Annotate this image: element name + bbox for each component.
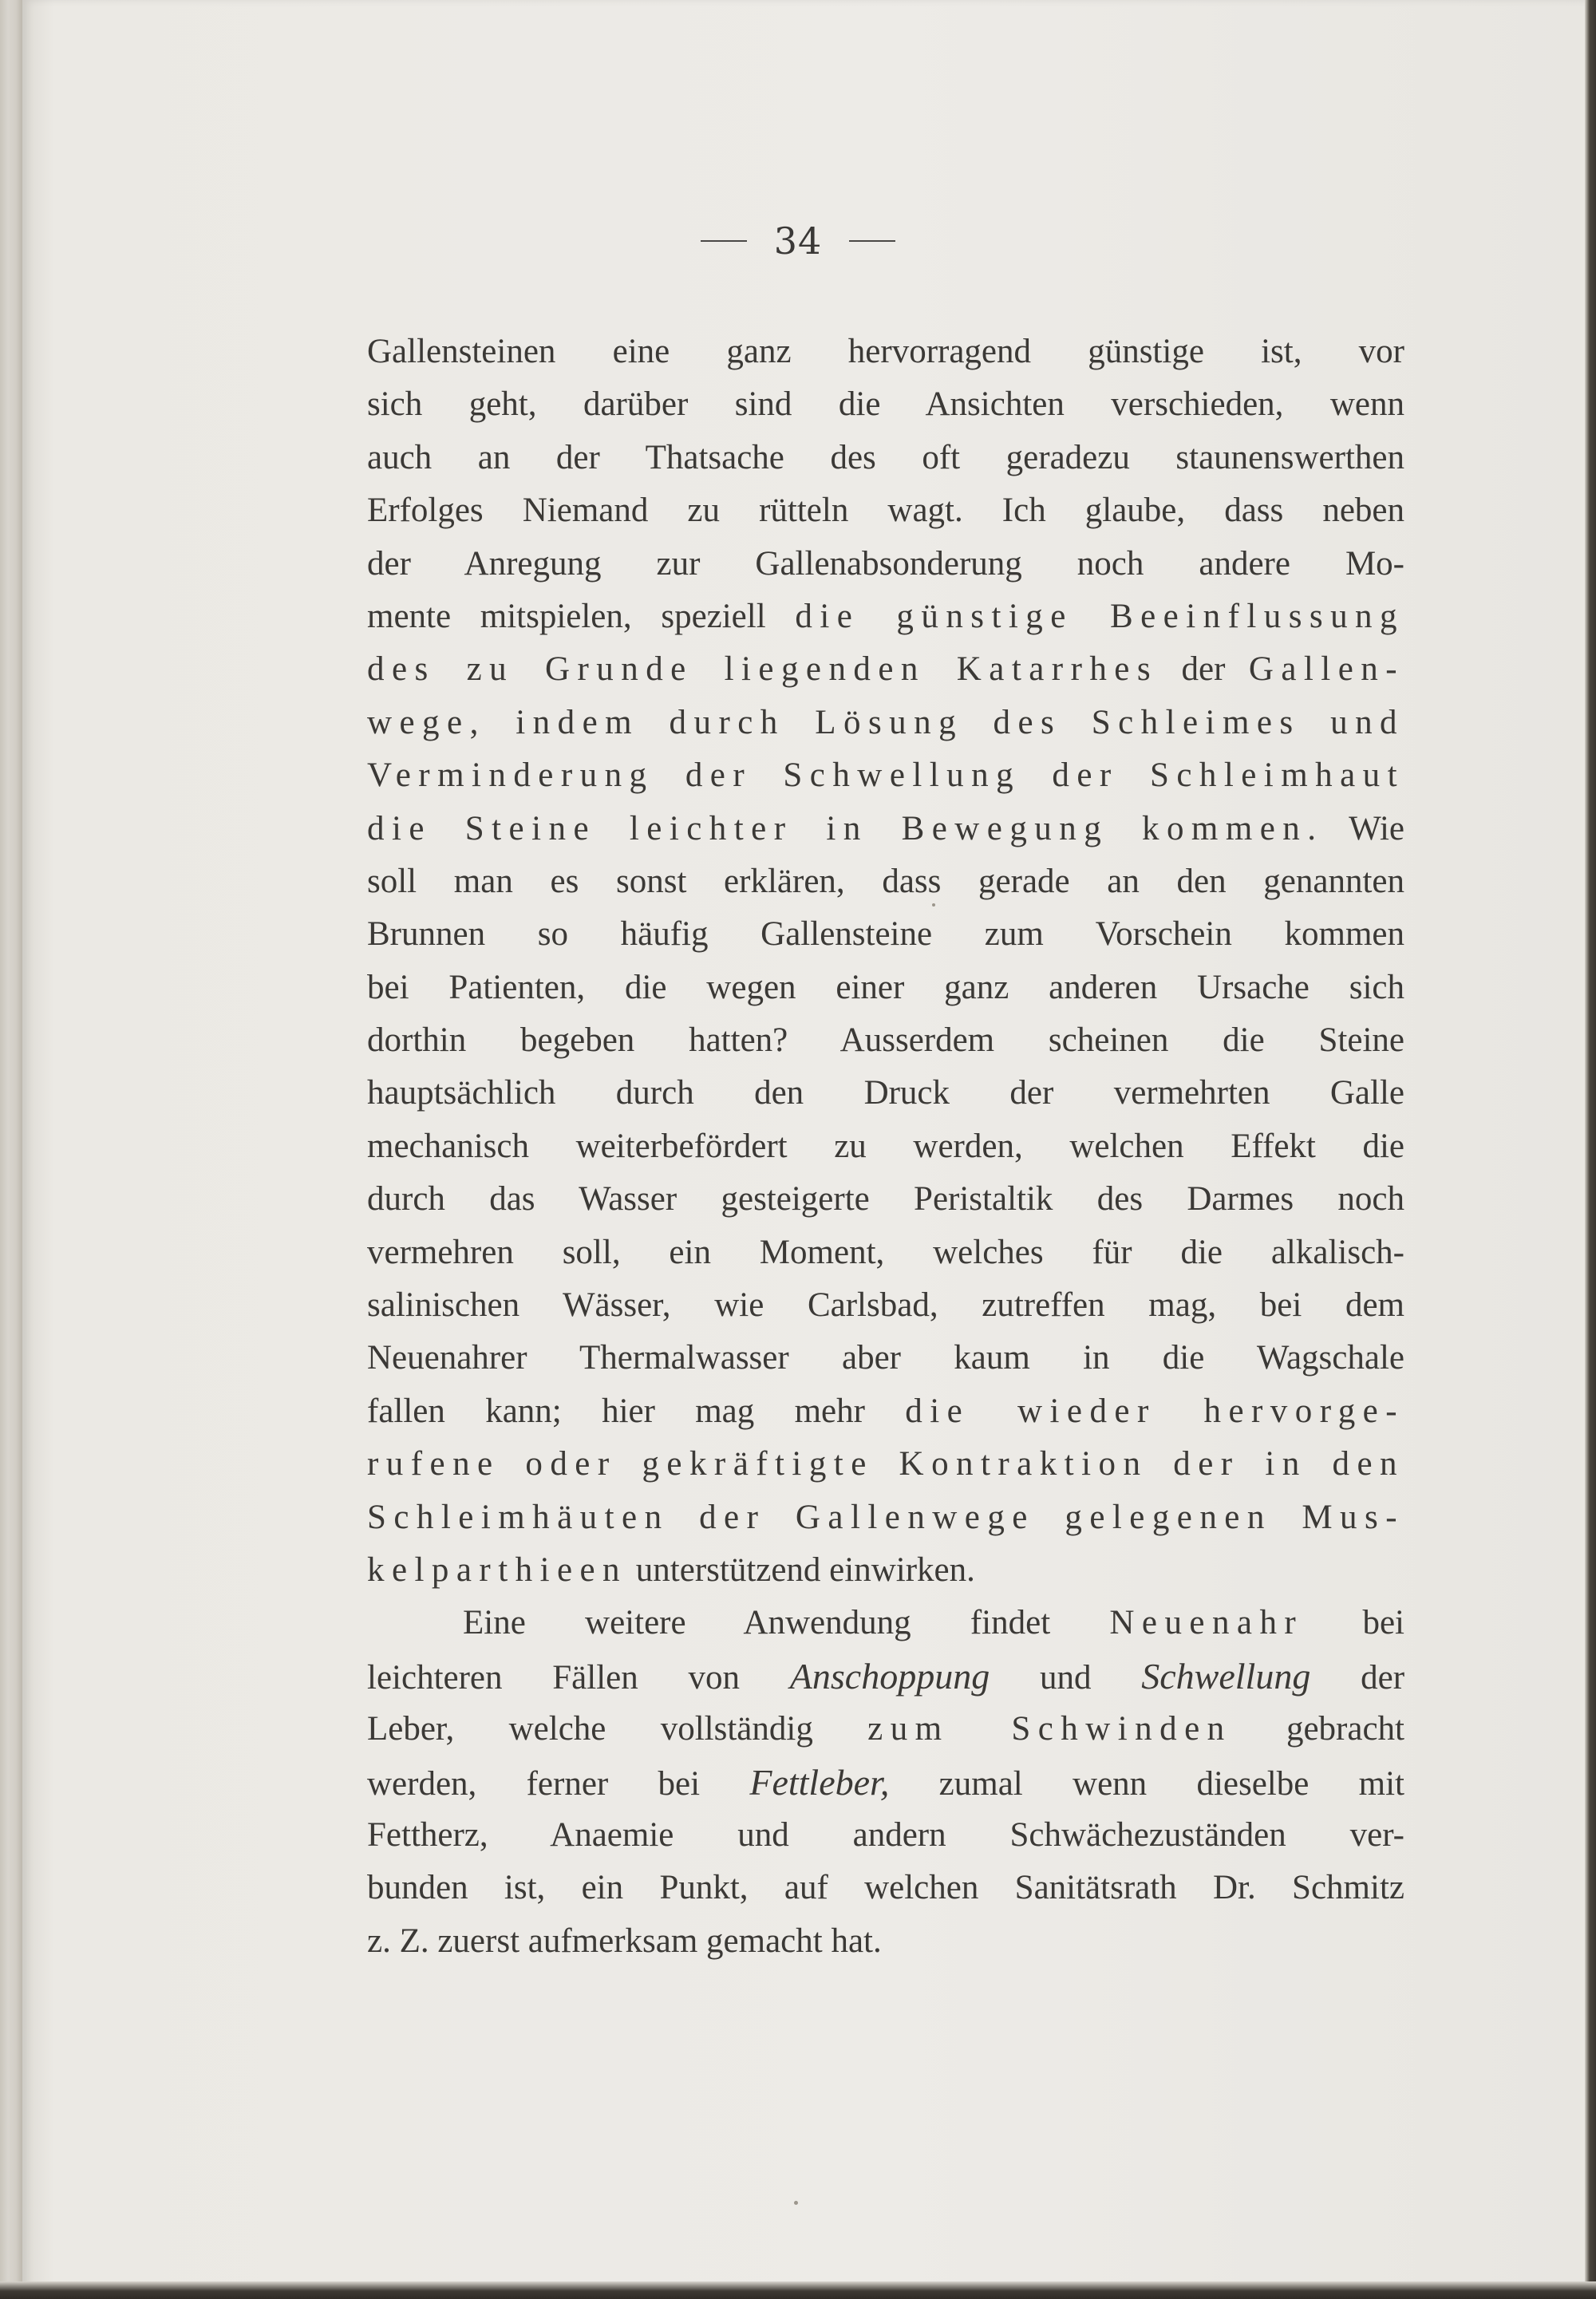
text-line: leichteren Fällen von Anschoppung und Schwellung der — [367, 1655, 1405, 1697]
emphasis-word: Schwellung — [1141, 1655, 1311, 1697]
text-line: durch das Wasser gesteigerte Peristaltik des Darmes noch — [367, 1180, 1404, 1219]
text-line: die Steine leichter in Bewegung kommen. Wie — [367, 809, 1404, 847]
text-line: fallen kann; hier mag mehr die wieder hervorge- — [367, 1392, 1405, 1430]
spaced-phrase: Neuenahr — [1109, 1604, 1304, 1642]
text-line: Eine weitere Anwendung findet Neuenahr bei — [463, 1604, 1404, 1642]
text-line: Fettherz, Anaemie und andern Schwächezuständen ver- — [367, 1815, 1404, 1854]
text-line: vermehren soll, ein Moment, welches für die alkalisch- — [367, 1233, 1404, 1271]
emphasis-word: Fettleber, — [749, 1761, 890, 1803]
text-line: mente mitspielen, speziell die günstige Beeinflussung — [367, 597, 1404, 635]
text-line: Leber, welche vollständig zum Schwinden gebracht — [367, 1710, 1404, 1748]
text-line: der Anregung zur Gallenabsonderung noch andere Mo- — [367, 544, 1404, 583]
text-line: hauptsächlich durch den Druck der vermehrten Galle — [367, 1074, 1404, 1112]
text-line: Brunnen so häufig Gallensteine zum Vorschein kommen — [367, 915, 1404, 954]
text-line: auch an der Thatsache des oft geradezu staunenswerthen — [367, 438, 1404, 476]
spaced-phrase: die Steine leichter in Bewegung kommen. — [367, 809, 1324, 847]
text-line: salinischen Wässer, wie Carlsbad, zutreffen mag, bei dem — [367, 1286, 1404, 1325]
text-line: kelparthieen unterstützend einwirken. — [367, 1550, 975, 1589]
emphasis-word: Anschoppung — [789, 1655, 990, 1697]
spaced-phrase: Gallen- — [1248, 650, 1405, 689]
text-line: Gallensteinen eine ganz hervorragend günstige ist, vor — [367, 333, 1404, 370]
spaced-phrase: zum Schwinden — [867, 1710, 1232, 1748]
text-line: bunden ist, ein Punkt, auf welchen Sanitätsrath Dr. Schmitz — [367, 1869, 1404, 1907]
text-line: dorthin begeben hatten? Ausserdem scheinen die Steine — [367, 1021, 1404, 1060]
text-line: mechanisch weiterbefördert zu werden, welchen Effekt die — [367, 1127, 1404, 1165]
page-header — [0, 219, 1596, 263]
paper-speck — [794, 2201, 798, 2205]
text-line: Verminderung der Schwellung der Schleimhaut — [367, 756, 1404, 795]
text-line: z. Z. zuerst aufmerksam gemacht hat. — [367, 1922, 882, 1960]
page-number: 34 — [773, 219, 823, 263]
text-line: Schleimhäuten der Gallenwege gelegenen Mus- — [367, 1498, 1404, 1536]
text-line: bei Patienten, die wegen einer ganz anderen Ursache sich — [367, 968, 1404, 1006]
text-line: soll man es sonst erklären, dass gerade an den genannten — [367, 862, 1404, 900]
text-line: rufene oder gekräftigte Kontraktion der in den — [367, 1445, 1404, 1483]
spaced-phrase: die wieder hervorge- — [905, 1392, 1405, 1430]
spaced-phrase: kelparthieen — [367, 1550, 628, 1589]
page-edge-right — [1585, 0, 1596, 2299]
body-text — [367, 326, 1404, 1968]
header-rule-left — [701, 240, 747, 242]
text-line: werden, ferner bei Fettleber, zumal wenn dieselbe mit — [367, 1761, 1404, 1803]
spaced-phrase: des zu Grunde liegenden Katarrhes — [367, 650, 1159, 689]
header-rule-right — [849, 240, 895, 242]
text-line: Neuenahrer Thermalwasser aber kaum in die Wagschale — [367, 1339, 1404, 1377]
page-gutter-left — [0, 0, 22, 2299]
spaced-phrase: die günstige Beeinflussung — [795, 597, 1404, 635]
paper-speck — [932, 903, 935, 907]
text-line: Erfolges Niemand zu rütteln wagt. Ich glaube, dass neben — [367, 492, 1404, 530]
text-line: des zu Grunde liegenden Katarrhes der Gallen- — [367, 650, 1405, 689]
page-edge-bottom — [0, 2281, 1596, 2299]
text-line: sich geht, darüber sind die Ansichten verschieden, wenn — [367, 385, 1404, 424]
text-line: wege, indem durch Lösung des Schleimes und — [367, 703, 1404, 741]
